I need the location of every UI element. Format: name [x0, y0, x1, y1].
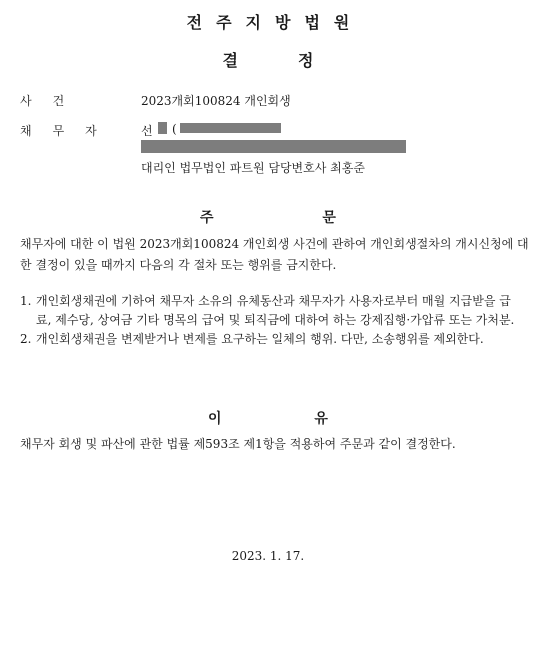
redaction-name: [158, 122, 167, 134]
court-name: 전주지방법원: [186, 13, 364, 32]
case-label: 사건: [20, 94, 86, 108]
case-value: 2023개회100824 개인회생: [141, 94, 291, 108]
order-item-text: 개인회생채권을 변제받거나 변제를 요구하는 일체의 행위. 다만, 소송행위를 제외한다.: [36, 332, 484, 346]
document-type: 결정: [222, 51, 374, 70]
order-item-text: 개인회생채권에 기하여 채무자 소유의 유체동산과 채무자가 사용자로부터 매월 지급받을 급료, 제수당, 상여금 기타 명목의 급여 및 퇴직금에 대하여 하는 강제집행·가압류 또는 가처분.: [36, 294, 515, 327]
debtor-name-prefix: 선: [141, 124, 153, 138]
reason-text: 채무자 회생 및 파산에 관한 법률 제593조 제1항을 적용하여 주문과 같이 결정한다.: [20, 437, 456, 451]
agent-line: 대리인 법무법인 파트원 담당변호사 최홍준: [141, 161, 365, 175]
order-list: [20, 292, 525, 349]
order-item-2: [20, 330, 525, 349]
order-item-number: 2.: [20, 332, 32, 346]
order-intro: 채무자에 대한 이 법원 2023개회100824 개인회생 사건에 관하여 개인회생절차의 개시신청에 대한 결정이 있을 때까지 다음의 각 절차 또는 행위를 금지한다.: [20, 237, 529, 272]
debtor-paren: (: [172, 122, 177, 136]
redaction-id: [180, 123, 281, 133]
order-item-1: [20, 292, 525, 330]
debtor-label: 채무자: [20, 124, 118, 138]
reason-title: 이 유: [208, 411, 372, 427]
decision-date: 2023. 1. 17.: [231, 549, 305, 563]
redaction-address: [141, 140, 406, 153]
order-item-number: 1.: [20, 294, 32, 308]
order-title: 주 문: [200, 210, 388, 226]
